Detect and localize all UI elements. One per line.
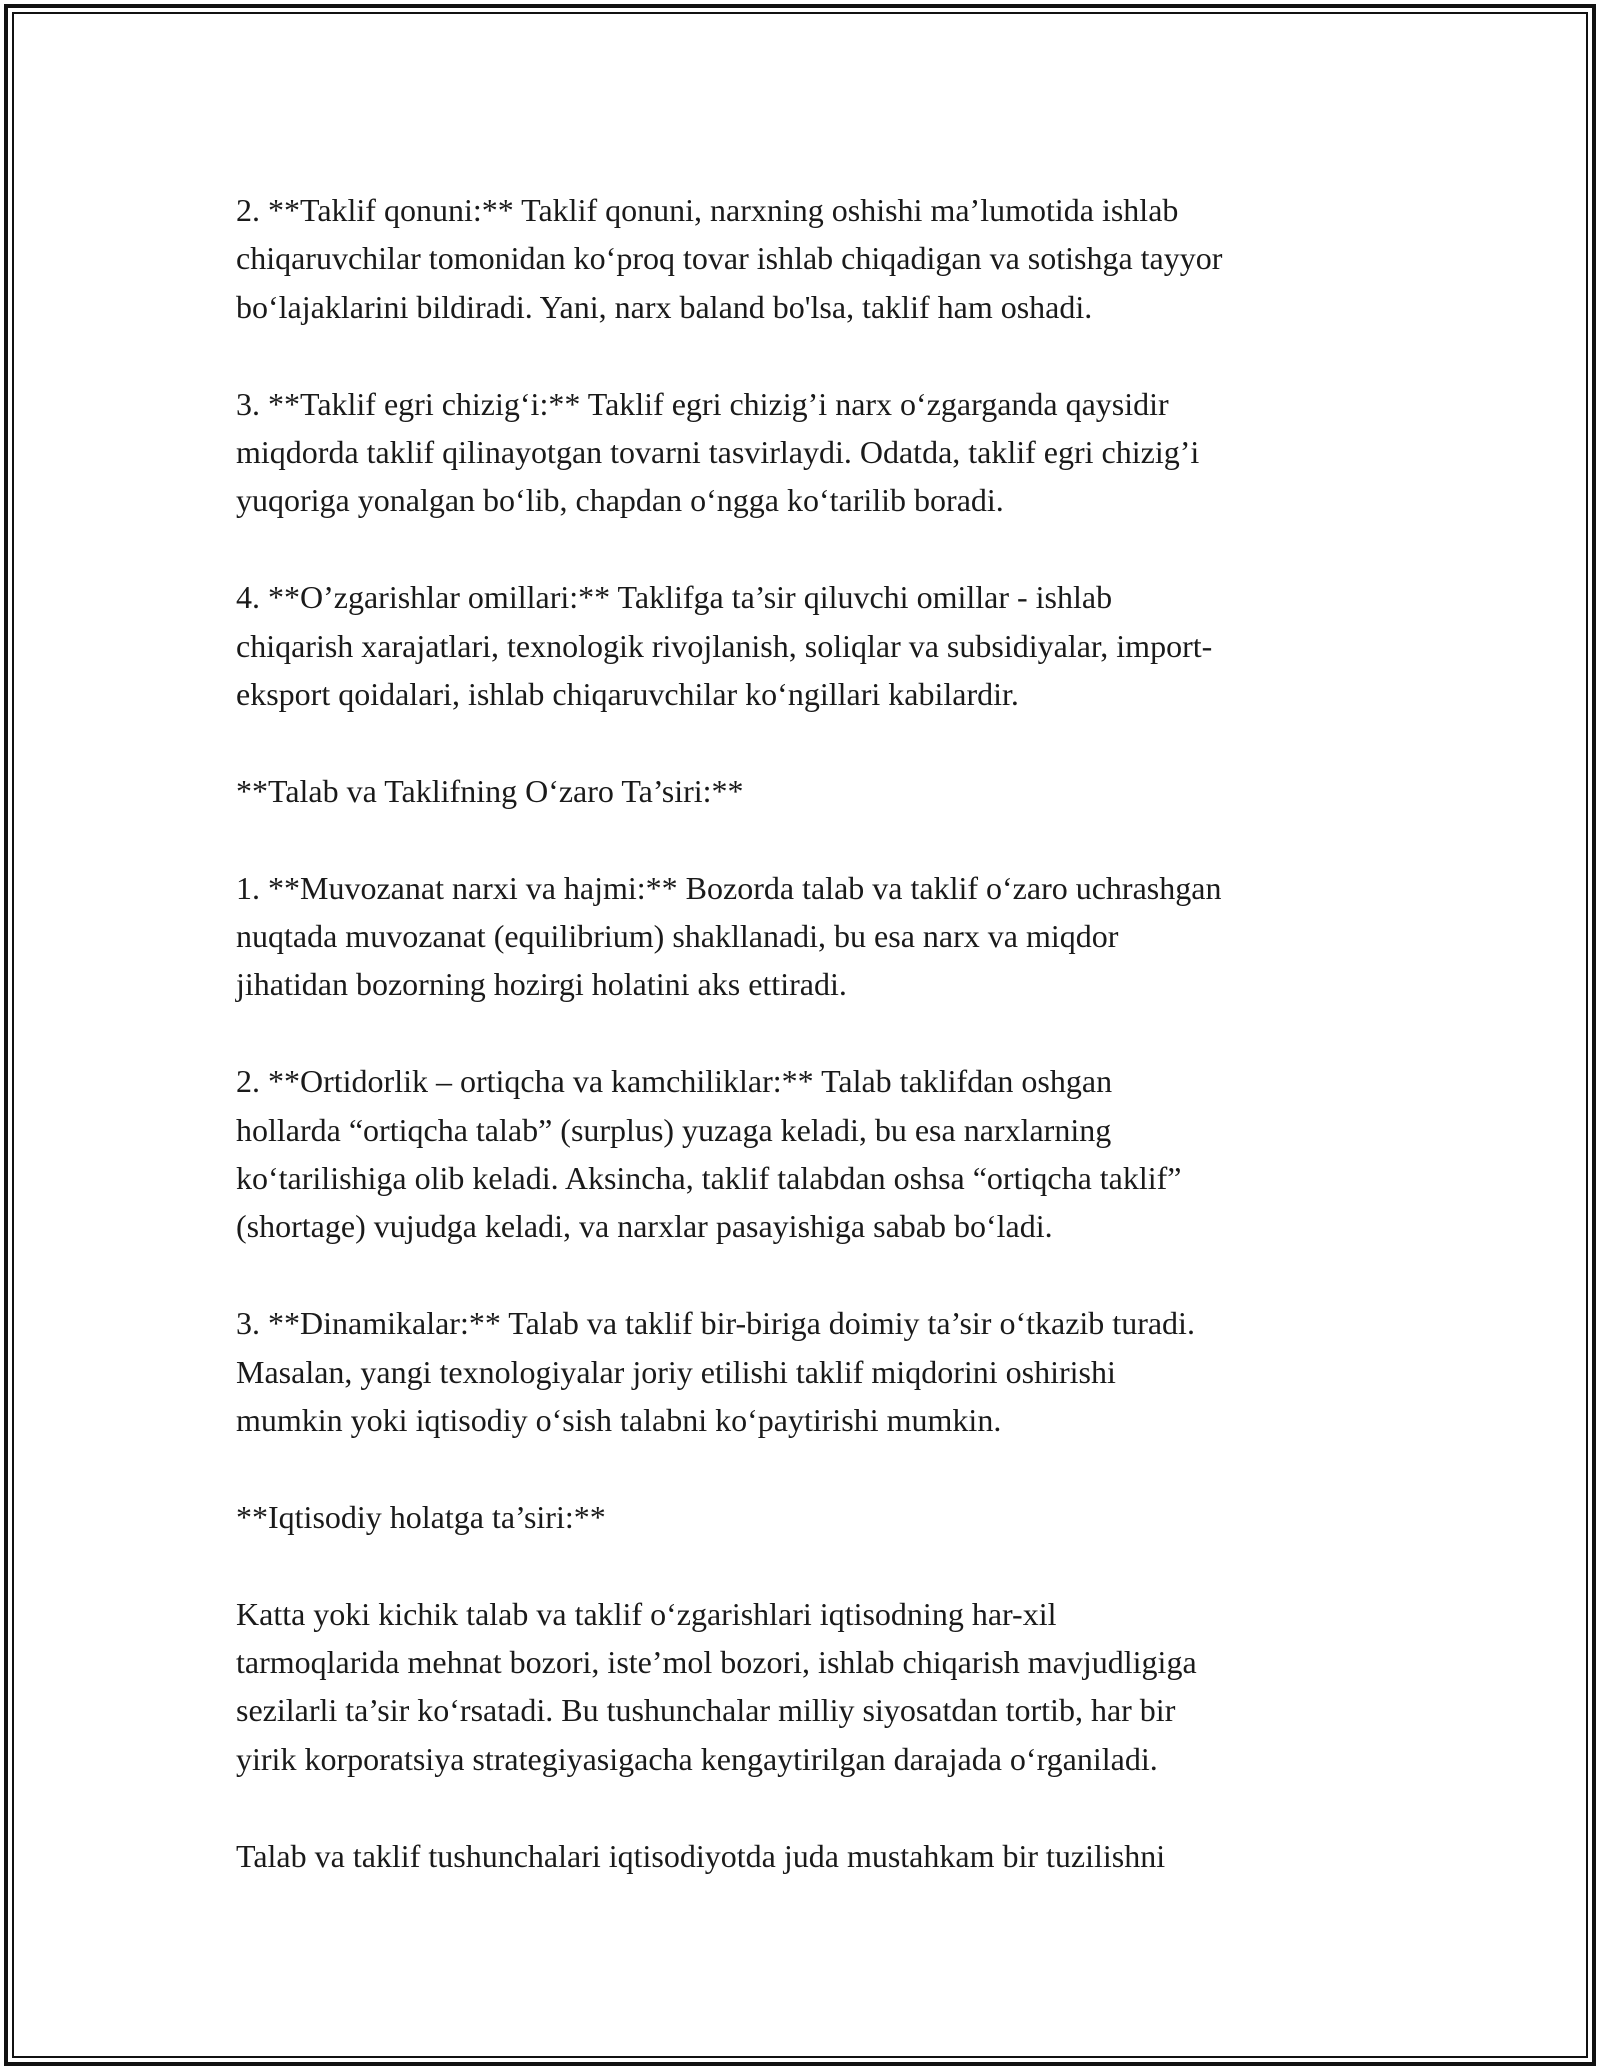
section-heading-economic-impact: **Iqtisodiy holatga ta’siri:** [236,1498,606,1535]
paragraph-conclusion: Talab va taklif tushunchalari iqtisodiyotda juda mustahkam bir tuzilishni [236,1837,1166,1874]
paragraph-surplus-shortage: 2. **Ortidorlik – ortiqcha va kamchiliklar:** Talab taklifdan oshgan hollarda “ortiqcha talab” (surplus) yuzaga keladi, bu esa narxlarning ko‘tarilishiga olib keladi. Aksincha, taklif talabdan oshsa “ortiqcha taklif” (shortage) vujudga keladi, va narxlar pasayishiga sabab bo‘ladi. [236,1063,1182,1245]
paragraph-equilibrium: 1. **Muvozanat narxi va hajmi:** Bozorda talab va taklif o‘zaro uchrashgan nuqtada muvozanat (equilibrium) shakllanadi, bu esa narx va miqdor jihatidan bozorning hozirgi holatini aks ettiradi. [236,869,1222,1003]
paragraph-change-factors: 4. **O’zgarishlar omillari:** Taklifga ta’sir qiluvchi omillar - ishlab chiqarish xarajatlari, texnologik rivojlanish, soliqlar va subsidiyalar, import- eksport qoidalari, ishlab chiqaruvchilar ko‘ngillari kabilardir. [236,579,1213,713]
section-heading-interaction: **Talab va Taklifning O‘zaro Ta’siri:** [236,772,744,809]
paragraph-dynamics: 3. **Dinamikalar:** Talab va taklif bir-biriga doimiy ta’sir o‘tkazib turadi. Masalan, yangi texnologiyalar joriy etilishi taklif miqdorini oshirishi mumkin yoki iqtisodiy o‘sish talabni ko‘paytirishi mumkin. [236,1305,1195,1439]
document-body [236,186,1386,1928]
paragraph-supply-curve: 3. **Taklif egri chizig‘i:** Taklif egri chizig’i narx o‘zgarganda qaysidir miqdorda taklif qilinayotgan tovarni tasvirlaydi. Odatda, taklif egri chizig’i yuqoriga yonalgan bo‘lib, chapdan o‘ngga ko‘tarilib boradi. [236,385,1200,519]
paragraph-impact: Katta yoki kichik talab va taklif o‘zgarishlari iqtisodning har-xil tarmoqlarida mehnat bozori, iste’mol bozori, ishlab chiqarish mavjudligiga sezilarli ta’sir ko‘rsatadi. Bu tushunchalar milliy siyosatdan tortib, har bir yirik korporatsiya strategiyasigacha kengaytirilgan darajada o‘rganiladi. [236,1595,1197,1777]
paragraph-supply-law: 2. **Taklif qonuni:** Taklif qonuni, narxning oshishi ma’lumotida ishlab chiqaruvchilar tomonidan ko‘proq tovar ishlab chiqadigan va sotishga tayyor bo‘lajaklarini bildiradi. Yani, narx baland bo'lsa, taklif ham oshadi. [236,192,1223,325]
